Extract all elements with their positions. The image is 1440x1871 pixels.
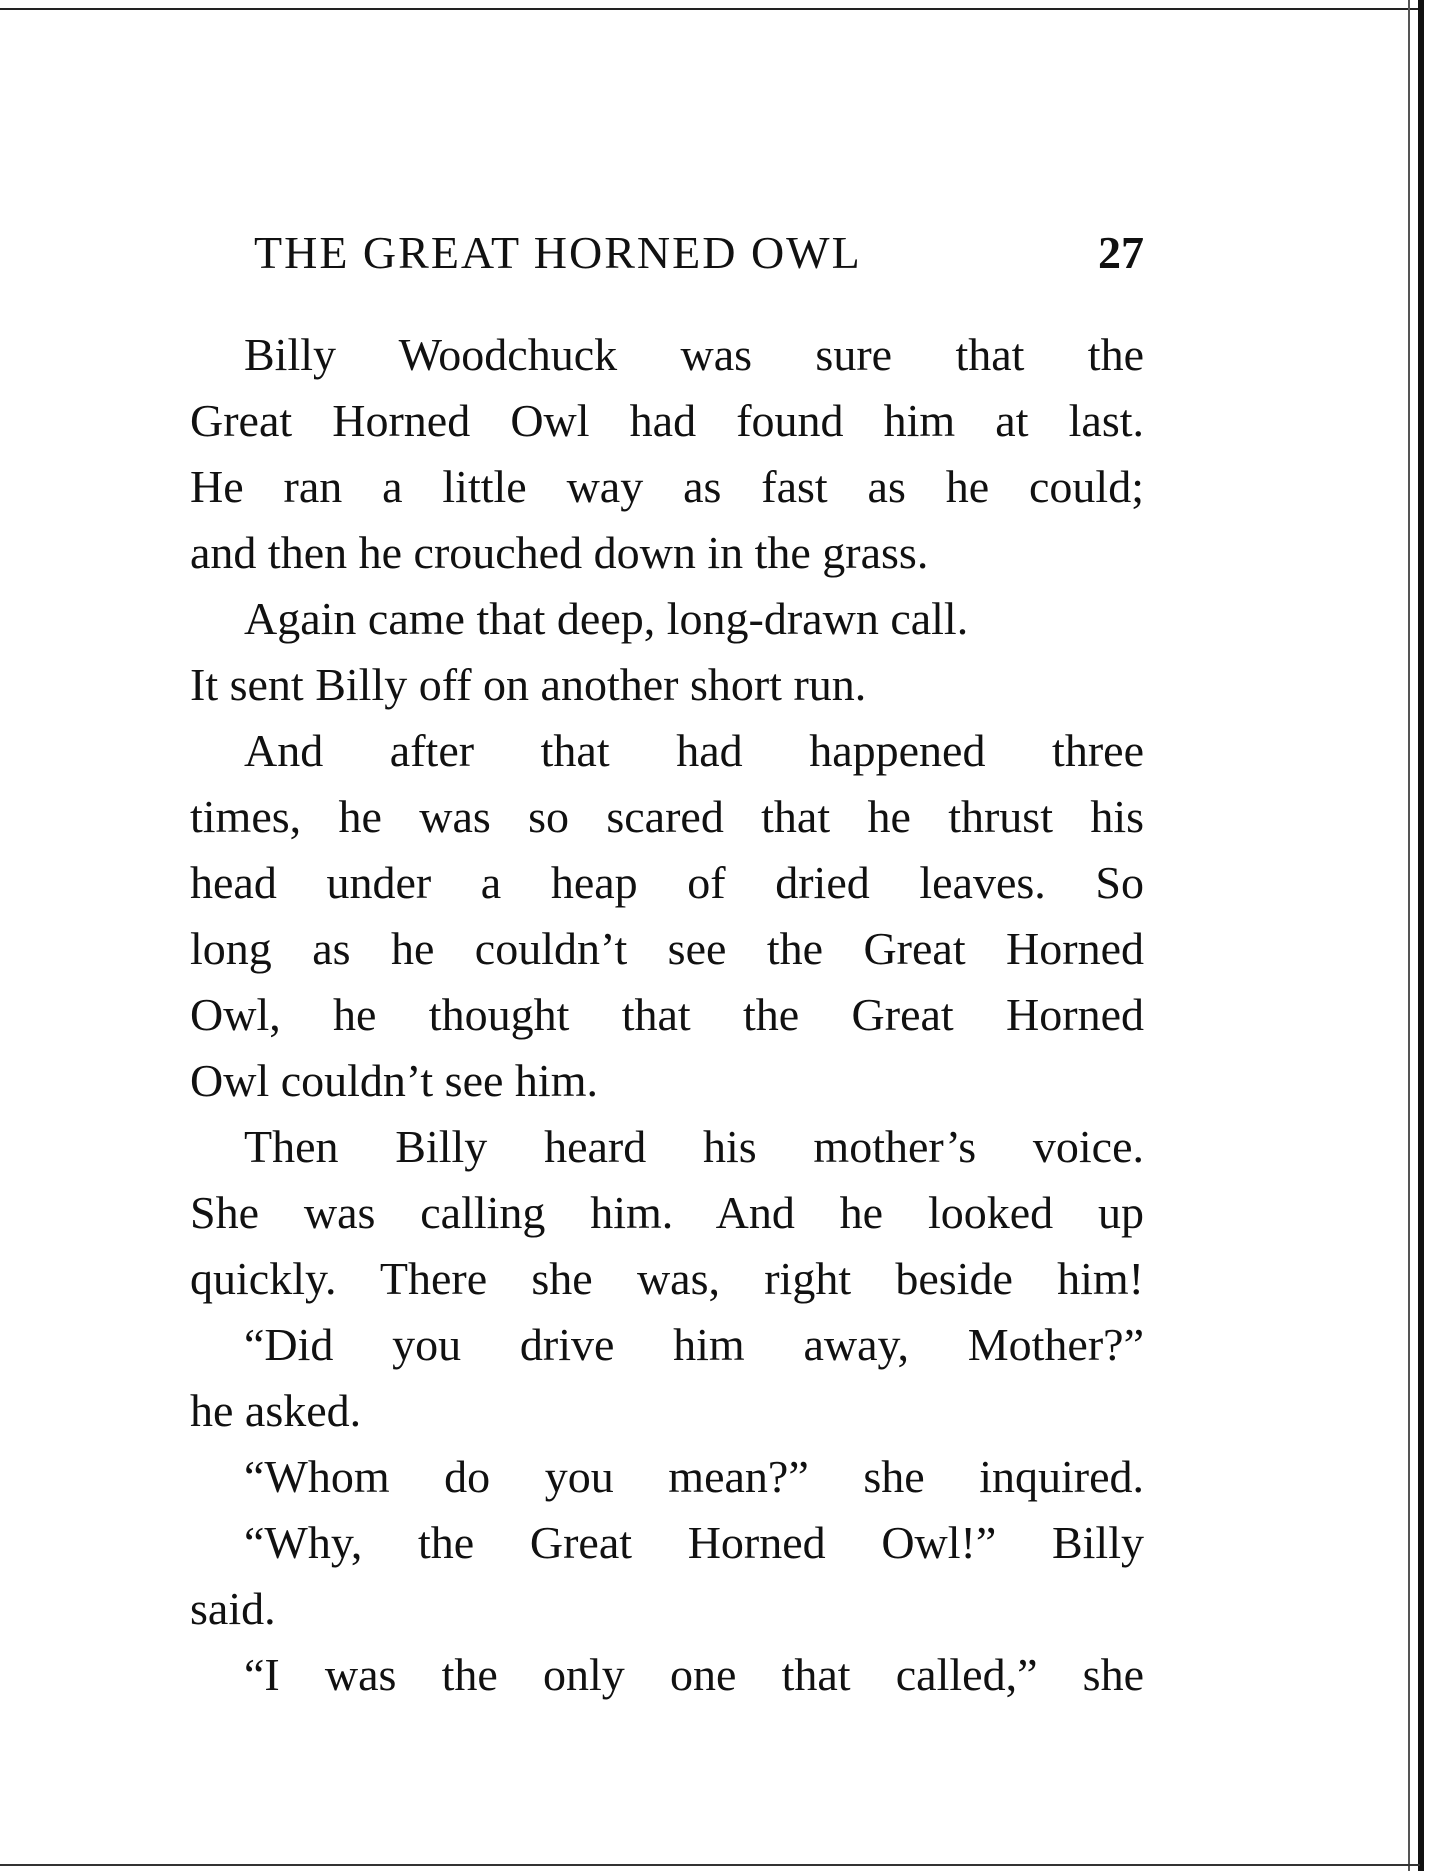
text-line: “Did you drive him away, Mother?”: [244, 1319, 1144, 1370]
scan-edge-bottom: [0, 1864, 1420, 1866]
text-line: Owl couldn’t see him.: [190, 1055, 598, 1106]
body-text: [190, 322, 1144, 1708]
scan-edge-right-inner: [1408, 0, 1410, 1871]
text-line: and then he crouched down in the grass.: [190, 527, 929, 578]
text-line: Then Billy heard his mother’s voice.: [244, 1121, 1144, 1172]
scan-edge-right: [1418, 0, 1424, 1871]
text-line: “I was the only one that called,” she: [244, 1649, 1144, 1700]
text-line: Owl, he thought that the Great Horned: [190, 989, 1144, 1040]
text-line: Great Horned Owl had found him at last.: [190, 395, 1144, 446]
page-header: [254, 226, 1144, 286]
text-line: head under a heap of dried leaves. So: [190, 857, 1144, 908]
scan-edge-top: [0, 8, 1420, 10]
text-line: he asked.: [190, 1385, 362, 1436]
text-line: “Why, the Great Horned Owl!” Billy: [244, 1517, 1144, 1568]
text-line: And after that had happened three: [244, 725, 1144, 776]
text-line: quickly. There she was, right beside him!: [190, 1253, 1144, 1304]
text-line: long as he couldn’t see the Great Horned: [190, 923, 1144, 974]
text-line: said.: [190, 1583, 276, 1634]
text-line: It sent Billy off on another short run.: [190, 659, 867, 710]
text-line: Again came that deep, long-drawn call.: [244, 593, 969, 644]
text-line: times, he was so scared that he thrust his: [190, 791, 1144, 842]
running-head: THE GREAT HORNED OWL: [254, 227, 862, 278]
text-line: She was calling him. And he looked up: [190, 1187, 1144, 1238]
page-number: 27: [1098, 227, 1144, 278]
text-line: “Whom do you mean?” she inquired.: [244, 1451, 1144, 1502]
text-line: He ran a little way as fast as he could;: [190, 461, 1144, 512]
text-line: Billy Woodchuck was sure that the: [244, 329, 1144, 380]
